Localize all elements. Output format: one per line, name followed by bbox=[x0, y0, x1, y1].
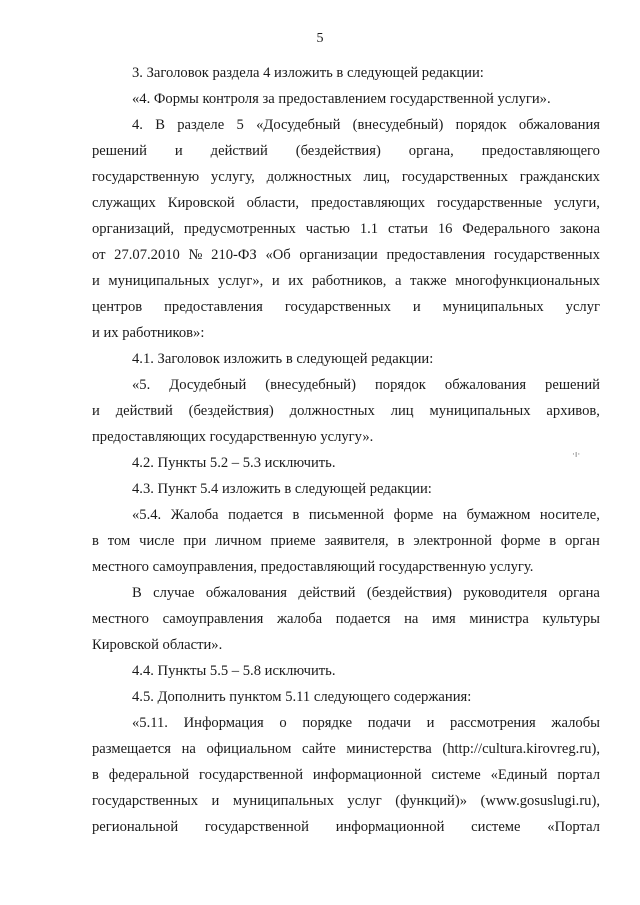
word: государственных bbox=[92, 793, 199, 809]
word: «Об bbox=[265, 247, 291, 263]
word: на bbox=[181, 741, 196, 757]
word: обжалования bbox=[518, 117, 600, 133]
word: руководителя bbox=[463, 585, 548, 601]
text-line: Кировской области». bbox=[92, 637, 223, 653]
word: их bbox=[288, 273, 304, 289]
word: орган bbox=[564, 533, 600, 549]
word: и bbox=[426, 715, 435, 731]
word: случае bbox=[153, 585, 195, 601]
word: предоставляющих bbox=[311, 195, 425, 211]
text-line: 4.3. Пункт 5.4 изложить в следующей редакции: bbox=[132, 481, 432, 497]
word: рассмотрения bbox=[450, 715, 536, 731]
word: заявителя, bbox=[324, 533, 389, 549]
word: подается bbox=[228, 507, 283, 523]
word: (внесудебный) bbox=[265, 377, 356, 393]
text-line bbox=[92, 268, 600, 294]
word: и bbox=[271, 273, 280, 289]
word: министра bbox=[469, 611, 529, 627]
text-line bbox=[92, 606, 600, 632]
word: Досудебный bbox=[169, 377, 247, 393]
word: письменной bbox=[308, 507, 385, 523]
word: информационной bbox=[312, 767, 422, 783]
word: разделе bbox=[177, 117, 225, 133]
word: услуг bbox=[347, 793, 382, 809]
word: услуги, bbox=[554, 195, 600, 211]
word: 5 bbox=[236, 117, 244, 133]
word: том bbox=[107, 533, 131, 549]
word: государственных bbox=[493, 247, 600, 263]
word: В bbox=[132, 585, 142, 601]
word: гражданских bbox=[519, 169, 600, 185]
text-line bbox=[92, 398, 600, 424]
word: Жалоба bbox=[170, 507, 219, 523]
word: подачи bbox=[367, 715, 411, 731]
word: и bbox=[174, 143, 183, 159]
text-line bbox=[92, 710, 600, 736]
word: 4. bbox=[132, 117, 143, 133]
text-line bbox=[92, 112, 600, 138]
word: государственные bbox=[436, 195, 543, 211]
text-line bbox=[92, 372, 600, 398]
word: государственной bbox=[204, 819, 309, 835]
word: Информация bbox=[183, 715, 264, 731]
word: самоуправления bbox=[162, 611, 264, 627]
word: личном bbox=[215, 533, 262, 549]
word: (www.gosuslugi.ru), bbox=[480, 793, 600, 809]
word: министерства bbox=[346, 741, 432, 757]
word: частью bbox=[305, 221, 350, 237]
word: решений bbox=[545, 377, 600, 393]
word: (внесудебный) bbox=[352, 117, 444, 133]
word: и bbox=[211, 793, 220, 809]
text-line: местного самоуправления, предоставляющий государственную услугу. bbox=[92, 559, 534, 575]
word: информационной bbox=[335, 819, 445, 835]
word: жалоба bbox=[276, 611, 323, 627]
word: «5.11. bbox=[132, 715, 168, 731]
word: форме bbox=[500, 533, 541, 549]
word: порядке bbox=[302, 715, 353, 731]
word: действий bbox=[298, 585, 356, 601]
word: о bbox=[279, 715, 287, 731]
word: и bbox=[92, 273, 100, 289]
word: действий bbox=[115, 403, 173, 419]
word: портал bbox=[557, 767, 600, 783]
word: услуг», bbox=[218, 273, 264, 289]
word: бумажном bbox=[466, 507, 531, 523]
word: форме bbox=[393, 507, 434, 523]
word: (бездействия) bbox=[188, 403, 274, 419]
word: организаций, bbox=[92, 221, 174, 237]
word: региональной bbox=[92, 819, 179, 835]
word: обжалования bbox=[205, 585, 288, 601]
word: федеральной bbox=[108, 767, 190, 783]
text-line: «4. Формы контроля за предоставлением государственной услуги». bbox=[132, 91, 551, 107]
word: должностных bbox=[266, 169, 352, 185]
word: № bbox=[188, 247, 203, 263]
word: лиц, bbox=[363, 169, 391, 185]
text-line: 4.2. Пункты 5.2 – 5.3 исключить. bbox=[132, 455, 336, 471]
word: размещается bbox=[92, 741, 171, 757]
word: (http://cultura.kirovreg.ru), bbox=[442, 741, 600, 757]
text-line bbox=[92, 164, 600, 190]
word: сайте bbox=[301, 741, 336, 757]
word: при bbox=[183, 533, 207, 549]
word: муниципальных bbox=[232, 793, 334, 809]
word: области, bbox=[246, 195, 300, 211]
word: приеме bbox=[270, 533, 316, 549]
word: официальном bbox=[206, 741, 292, 757]
word: системе bbox=[471, 819, 521, 835]
word: предусмотренных bbox=[183, 221, 296, 237]
word: «5. bbox=[132, 377, 151, 393]
word: (функций)» bbox=[395, 793, 468, 809]
word: «Портал bbox=[547, 819, 600, 835]
text-line: предоставляющих государственную услугу». bbox=[92, 429, 374, 445]
word: носителе, bbox=[539, 507, 600, 523]
text-line: 4.1. Заголовок изложить в следующей редакции: bbox=[132, 351, 434, 367]
text-line bbox=[92, 580, 600, 606]
document-body bbox=[92, 60, 600, 840]
word: решений bbox=[92, 143, 147, 159]
word: подается bbox=[335, 611, 391, 627]
text-line bbox=[92, 190, 600, 216]
text-line bbox=[92, 788, 600, 814]
word: работников, bbox=[311, 273, 387, 289]
word: государственных bbox=[401, 169, 508, 185]
word: на bbox=[404, 611, 419, 627]
text-line: 4.5. Дополнить пунктом 5.11 следующего содержания: bbox=[132, 689, 472, 705]
word: предоставляющего bbox=[481, 143, 600, 159]
word: организации bbox=[299, 247, 378, 263]
word: системе bbox=[431, 767, 481, 783]
word: «Единый bbox=[490, 767, 548, 783]
scan-speck: ·ı· bbox=[572, 450, 581, 460]
word: 16 bbox=[437, 221, 453, 237]
word: и bbox=[412, 299, 421, 315]
word: порядок bbox=[374, 377, 426, 393]
page-number: 5 bbox=[316, 31, 324, 46]
word: в bbox=[92, 767, 99, 783]
text-line bbox=[92, 242, 600, 268]
word: от bbox=[92, 247, 106, 263]
text-line bbox=[92, 294, 600, 320]
word: «5.4. bbox=[132, 507, 162, 523]
word: органа, bbox=[408, 143, 454, 159]
word: (бездействия) bbox=[295, 143, 381, 159]
text-line bbox=[92, 736, 600, 762]
text-line: и их работников»: bbox=[92, 325, 205, 341]
word: Кировской bbox=[167, 195, 235, 211]
word: 210-ФЗ bbox=[211, 247, 257, 263]
word: местного bbox=[92, 611, 149, 627]
text-line: 4.4. Пункты 5.5 – 5.8 исключить. bbox=[132, 663, 336, 679]
word: В bbox=[155, 117, 165, 133]
word: электронной bbox=[413, 533, 492, 549]
word: закона bbox=[559, 221, 600, 237]
word: на bbox=[442, 507, 458, 523]
text-line bbox=[92, 762, 600, 788]
word: 27.07.2010 bbox=[114, 247, 180, 263]
word: также bbox=[410, 273, 447, 289]
word: и bbox=[92, 403, 100, 419]
word: в bbox=[92, 533, 99, 549]
word: многофункциональных bbox=[455, 273, 600, 289]
text-line bbox=[92, 502, 600, 528]
word: статьи bbox=[387, 221, 428, 237]
word: в bbox=[549, 533, 557, 549]
word: обжалования bbox=[444, 377, 527, 393]
word: муниципальных bbox=[108, 273, 210, 289]
word: числе bbox=[139, 533, 175, 549]
word: органа bbox=[558, 585, 600, 601]
word: Федерального bbox=[462, 221, 550, 237]
text-line bbox=[92, 138, 600, 164]
word: предоставления bbox=[386, 247, 486, 263]
text-line bbox=[92, 528, 600, 554]
word: имя bbox=[432, 611, 456, 627]
word: «Досудебный bbox=[256, 117, 341, 133]
word: (бездействия) bbox=[366, 585, 452, 601]
word: 1.1 bbox=[359, 221, 379, 237]
word: государственной bbox=[199, 767, 304, 783]
word: в bbox=[397, 533, 405, 549]
text-line: 3. Заголовок раздела 4 изложить в следующей редакции: bbox=[132, 65, 484, 81]
text-line bbox=[92, 814, 600, 840]
word: должностных bbox=[289, 403, 375, 419]
text-line bbox=[92, 216, 600, 242]
word: порядок bbox=[455, 117, 507, 133]
word: услугу, bbox=[210, 169, 255, 185]
word: архивов, bbox=[546, 403, 600, 419]
word: а bbox=[395, 273, 402, 289]
word: действий bbox=[210, 143, 268, 159]
word: служащих bbox=[92, 195, 156, 211]
word: жалобы bbox=[551, 715, 600, 731]
word: услуг bbox=[565, 299, 600, 315]
word: муниципальных bbox=[429, 403, 531, 419]
word: лиц bbox=[390, 403, 414, 419]
word: государственных bbox=[284, 299, 391, 315]
word: центров bbox=[92, 299, 143, 315]
word: государственную bbox=[92, 169, 200, 185]
word: в bbox=[292, 507, 300, 523]
word: предоставления bbox=[164, 299, 263, 315]
word: муниципальных bbox=[442, 299, 544, 315]
word: культуры bbox=[542, 611, 600, 627]
